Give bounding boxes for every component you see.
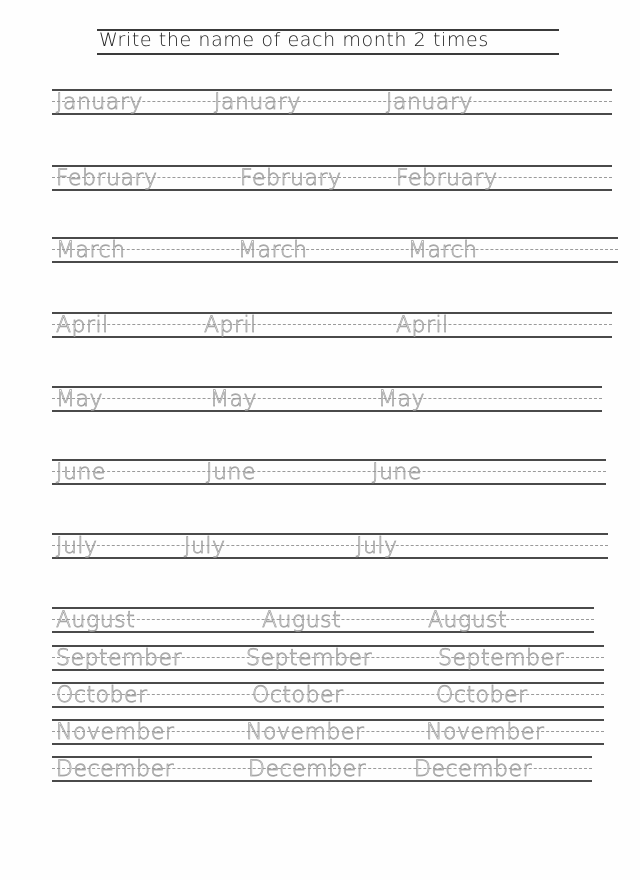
- traceable-word: October: [252, 683, 344, 708]
- dashed-midline: [52, 471, 606, 472]
- traceable-word: February: [240, 166, 342, 191]
- traceable-word: November: [426, 720, 545, 745]
- traceable-word: December: [248, 757, 367, 782]
- traceable-word: June: [372, 460, 422, 485]
- traceable-word: April: [396, 313, 449, 338]
- practice-row-august: [52, 607, 594, 633]
- dashed-midline: [52, 545, 608, 546]
- traceable-word: March: [56, 238, 126, 263]
- practice-row-may: [52, 386, 602, 412]
- practice-row-january: [52, 89, 612, 115]
- traceable-word: March: [408, 238, 478, 263]
- traceable-word: August: [56, 608, 136, 633]
- traceable-word: May: [56, 387, 103, 412]
- practice-row-march: [52, 237, 618, 263]
- traceable-word: May: [378, 387, 425, 412]
- dashed-midline: [52, 324, 612, 325]
- traceable-word: September: [246, 646, 373, 671]
- traceable-word: January: [56, 90, 143, 115]
- traceable-word: June: [56, 460, 106, 485]
- dashed-midline: [52, 398, 602, 399]
- practice-row-june: [52, 459, 606, 485]
- traceable-word: December: [56, 757, 175, 782]
- traceable-word: October: [436, 683, 528, 708]
- traceable-word: November: [56, 720, 175, 745]
- traceable-word: August: [262, 608, 342, 633]
- traceable-word: March: [238, 238, 308, 263]
- traceable-word: July: [356, 534, 398, 559]
- traceable-word: April: [204, 313, 257, 338]
- traceable-word: November: [246, 720, 365, 745]
- practice-row-september: [52, 645, 604, 671]
- traceable-word: August: [428, 608, 508, 633]
- worksheet-title: Write the name of each month 2 times: [99, 29, 489, 51]
- practice-row-july: [52, 533, 608, 559]
- traceable-word: January: [386, 90, 473, 115]
- worksheet-title-lines: [97, 29, 559, 55]
- practice-row-december: [52, 756, 592, 782]
- practice-row-april: [52, 312, 612, 338]
- traceable-word: December: [414, 757, 533, 782]
- traceable-word: September: [56, 646, 183, 671]
- traceable-word: July: [56, 534, 98, 559]
- traceable-word: June: [206, 460, 256, 485]
- traceable-word: February: [56, 166, 158, 191]
- traceable-word: April: [56, 313, 109, 338]
- traceable-word: February: [396, 166, 498, 191]
- traceable-word: October: [56, 683, 148, 708]
- dashed-midline: [52, 249, 618, 250]
- traceable-word: May: [210, 387, 257, 412]
- traceable-word: July: [184, 534, 226, 559]
- traceable-word: January: [214, 90, 301, 115]
- traceable-word: September: [438, 646, 565, 671]
- practice-row-october: [52, 682, 604, 708]
- practice-row-february: [52, 165, 612, 191]
- practice-row-november: [52, 719, 604, 745]
